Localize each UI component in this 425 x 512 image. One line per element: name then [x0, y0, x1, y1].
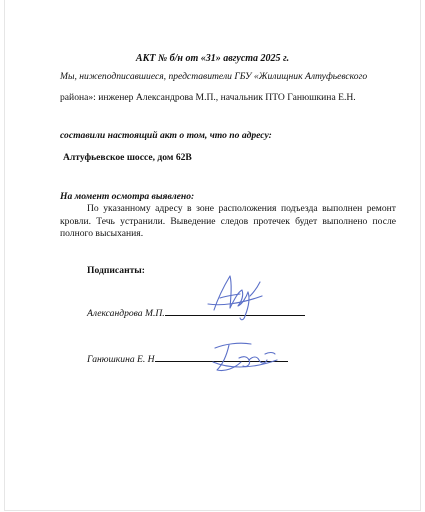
address-text: Алтуфьевское шоссе, дом 62В: [63, 152, 192, 163]
signer-2-name: Ганюшкина Е. Н: [87, 354, 155, 365]
signature-2-image: [205, 334, 285, 379]
signature-1-image: [200, 268, 270, 323]
signer-1-name: Александрова М.П.: [87, 308, 165, 319]
findings-heading: На момент осмотра выявлено:: [60, 191, 195, 202]
findings-paragraph: По указанному адресу в зоне расположения подъезда выполнен ремонт кровли. Течь устранили. Выведение следов протечек будет выполнено после полного высыхания.: [60, 203, 396, 239]
address-heading: составили настоящий акт о том, что по адресу:: [60, 130, 272, 141]
intro-line-1: Мы, нижеподписавшиеся, представители ГБУ «Жилищник Алтуфьевского: [60, 71, 368, 82]
signer-1-line: [87, 306, 305, 320]
signers-heading: Подписанты:: [87, 265, 145, 276]
intro-line-2: района»: инженер Александрова М.П., начальник ПТО Ганюшкина Е.Н.: [60, 92, 356, 103]
act-title: АКТ № б/н от «31» августа 2025 г.: [135, 53, 290, 64]
